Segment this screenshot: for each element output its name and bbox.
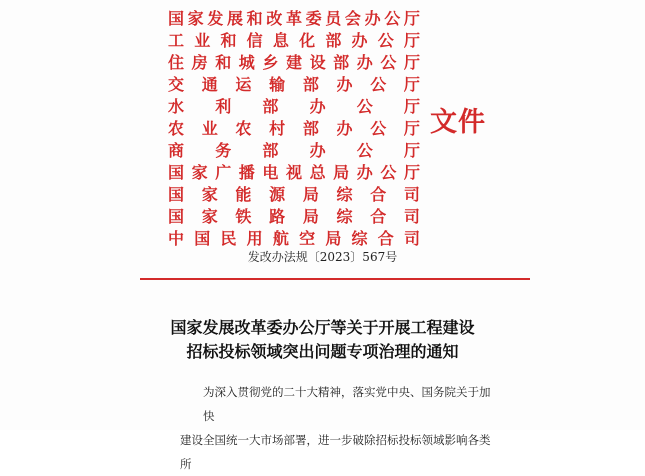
- issuer-line: 国 家 铁 路 局 综 合 司: [168, 207, 420, 226]
- issuer-line: 国 家 发 展 和 改 革 委 员 会 办 公 厅: [168, 9, 420, 28]
- issuer-line: 水 利 部 办 公 厅: [168, 97, 420, 116]
- issuer-line: 商 务 部 办 公 厅: [168, 141, 420, 160]
- issuer-line: 国 家 广 播 电 视 总 局 办 公 厅: [168, 163, 420, 182]
- document-type-label: 文件: [430, 107, 486, 138]
- title-line-1: 国家发展改革委办公厅等关于开展工程建设: [170, 318, 475, 337]
- issuer-line: 工 业 和 信 息 化 部 办 公 厅: [168, 31, 420, 50]
- document-title: [0, 316, 645, 364]
- document-number: 发改办法规〔2023〕567号: [247, 250, 398, 264]
- title-line-2: 招标投标领域突出问题专项治理的通知: [186, 342, 459, 361]
- red-separator-line: [140, 278, 530, 280]
- issuer-line: 中 国 民 用 航 空 局 综 合 司: [168, 229, 420, 248]
- issuing-authorities: [168, 8, 420, 250]
- issuer-line: 住 房 和 城 乡 建 设 部 办 公 厅: [168, 53, 420, 72]
- body-line-2: 建设全国统一大市场部署，进一步破除招标投标领域影响各类所: [180, 433, 491, 471]
- issuer-line: 国 家 能 源 局 综 合 司: [168, 185, 420, 204]
- body-paragraph: [180, 380, 500, 476]
- body-line-1: 为深入贯彻党的二十大精神，落实党中央、国务院关于加快: [203, 385, 491, 423]
- issuer-line: 交 通 运 输 部 办 公 厅: [168, 75, 420, 94]
- issuer-line: 农 业 农 村 部 办 公 厅: [168, 119, 420, 138]
